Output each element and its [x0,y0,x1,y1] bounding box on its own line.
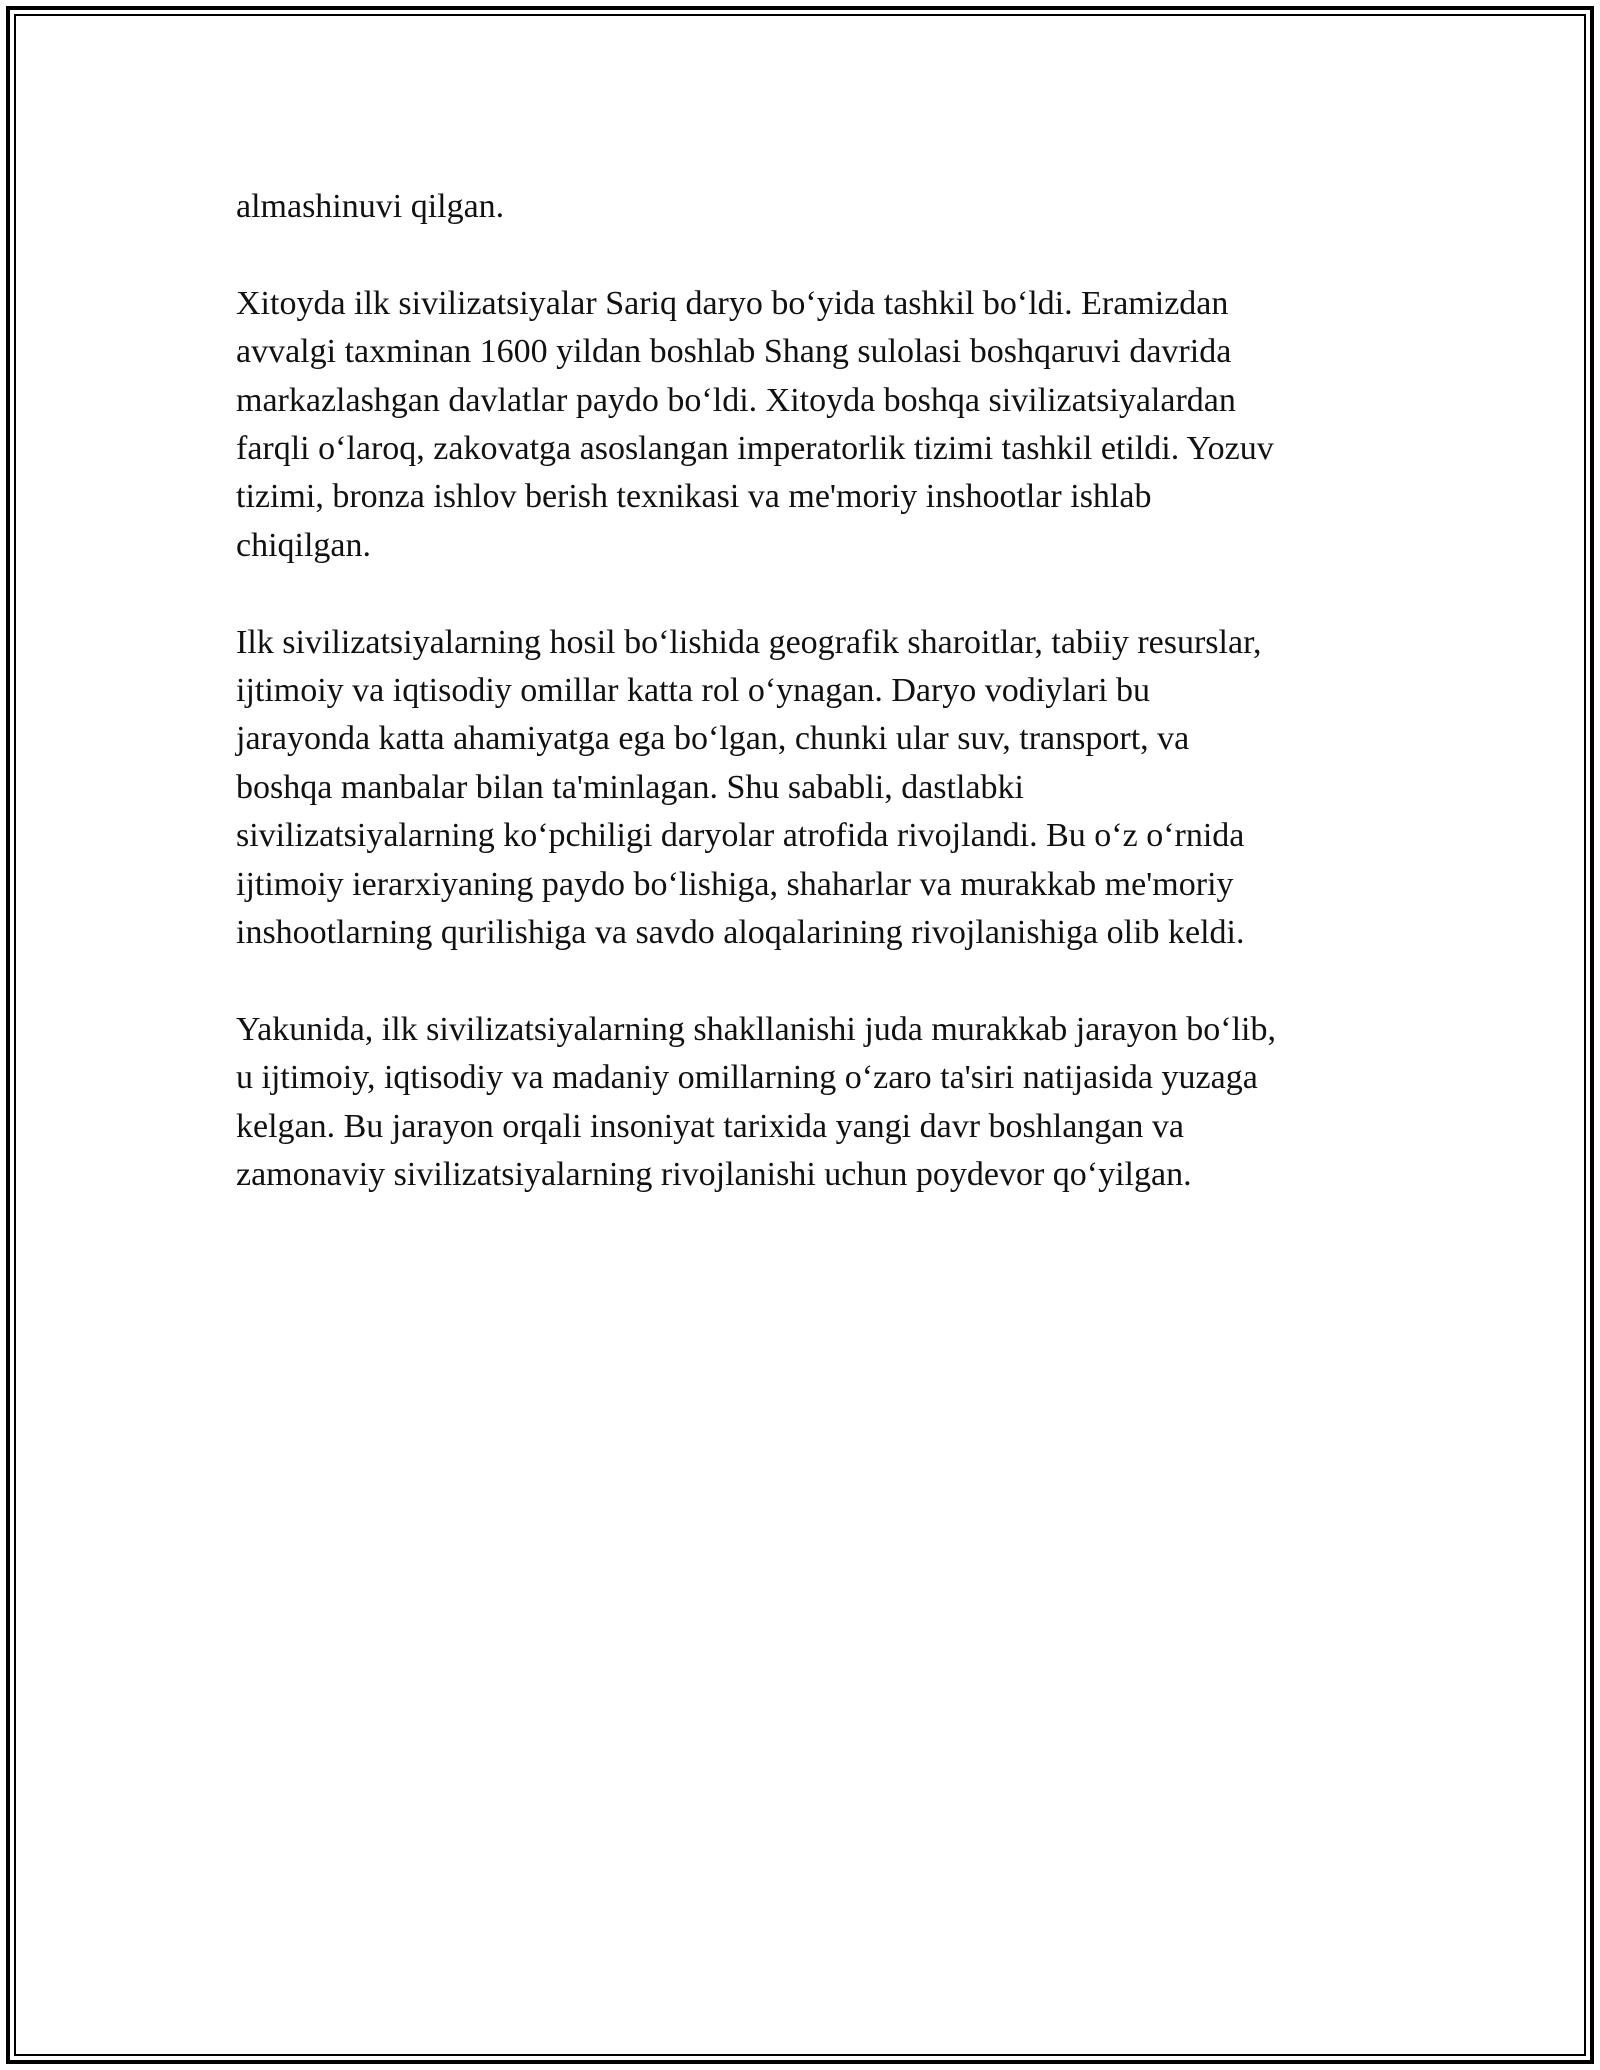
paragraph-china-civilization [236,280,1376,570]
paragraph-conclusion [236,1006,1376,1200]
text-line: kelgan. Bu jarayon orqali insoniyat tarixida yangi davr boshlangan va [236,1107,1184,1145]
text-line: almashinuvi qilgan. [236,188,505,225]
text-line: tizimi, bronza ishlov berish texnikasi va me'moriy inshootlar ishlab [236,478,1152,516]
text-line: chiqilgan. [236,526,372,564]
document-body [236,183,1376,1248]
text-line: Xitoyda ilk sivilizatsiyalar Sariq daryo bo‘yida tashkil bo‘ldi. Eramizdan [236,284,1229,322]
text-line: farqli o‘laroq, zakovatga asoslangan imperatorlik tizimi tashkil etildi. Yozuv [236,430,1274,468]
text-line: jarayonda katta ahamiyatga ega bo‘lgan, chunki ular suv, transport, va [236,720,1190,758]
text-line: u ijtimoiy, iqtisodiy va madaniy omillarning o‘zaro ta'siri natijasida yuzaga [236,1059,1258,1097]
text-line: Ilk sivilizatsiyalarning hosil bo‘lishida geografik sharoitlar, tabiiy resurslar, [236,623,1262,661]
paragraph-continuation [236,183,1376,231]
text-line: zamonaviy sivilizatsiyalarning rivojlanishi uchun poydevor qo‘yilgan. [236,1156,1192,1194]
text-line: avvalgi taxminan 1600 yildan boshlab Shang sulolasi boshqaruvi davrida [236,333,1232,371]
text-line: ijtimoiy va iqtisodiy omillar katta rol o‘ynagan. Daryo vodiylari bu [236,672,1151,710]
text-line: sivilizatsiyalarning ko‘pchiligi daryolar atrofida rivojlandi. Bu o‘z o‘rnida [236,817,1245,855]
text-line: ijtimoiy ierarxiyaning paydo bo‘lishiga, shaharlar va murakkab me'moriy [236,865,1234,903]
text-line: boshqa manbalar bilan ta'minlagan. Shu sababli, dastlabki [236,768,1024,806]
text-line: inshootlarning qurilishiga va savdo aloqalarining rivojlanishiga olib keldi. [236,914,1245,952]
text-line: Yakunida, ilk sivilizatsiyalarning shakllanishi juda murakkab jarayon bo‘lib, [236,1010,1276,1048]
text-line: markazlashgan davlatlar paydo bo‘ldi. Xitoyda boshqa sivilizatsiyalardan [236,381,1236,419]
paragraph-geographic-factors [236,619,1376,958]
